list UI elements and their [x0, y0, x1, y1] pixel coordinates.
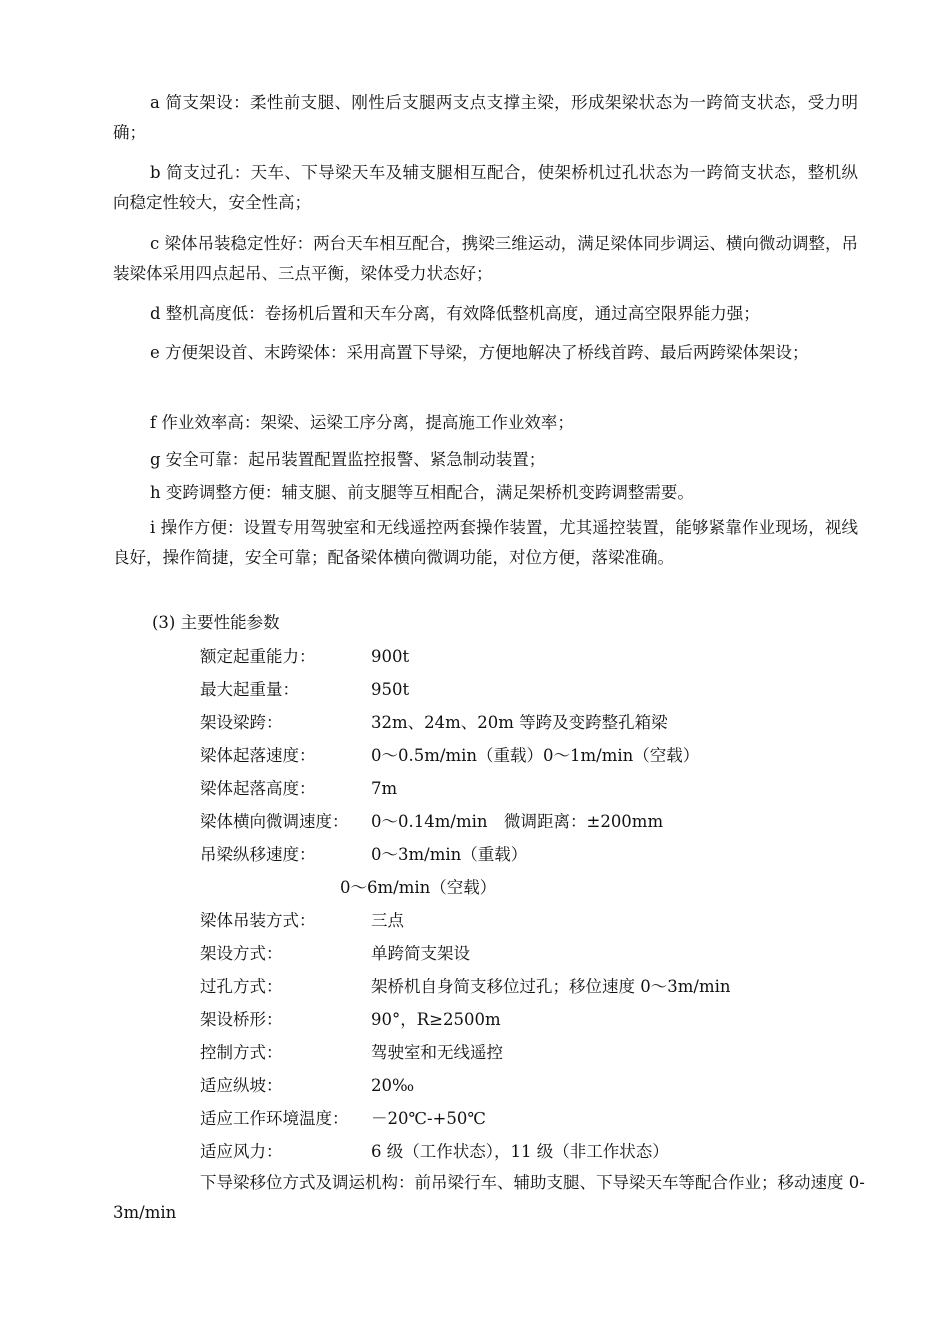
spec-label: 控制方式：: [200, 1043, 283, 1062]
spec-row: [200, 741, 699, 771]
spec-label: 最大起重量：: [200, 680, 299, 699]
spec-value: 驾驶室和无线遥控: [371, 1043, 503, 1062]
spec-value: 0～0.14m/min 微调距离：±200mm: [371, 812, 664, 831]
spec-row: [200, 1104, 486, 1134]
spec-value: 6 级（工作状态），11 级（非工作状态）: [371, 1142, 669, 1161]
spec-row: [200, 1137, 669, 1167]
feature-paragraph-d: d 整机高度低：卷扬机后置和天车分离，有效降低整机高度，通过高空限界能力强；: [150, 304, 760, 323]
spec-label: 架设桥形：: [200, 1010, 283, 1029]
spec-label: 额定起重能力：: [200, 647, 316, 666]
spec-value: 90°，R≥2500m: [371, 1010, 501, 1029]
spec-value: 0～0.5m/min（重载）0～1m/min（空载）: [371, 746, 700, 765]
spec-row: [200, 708, 668, 738]
spec-value: 20‰: [371, 1076, 415, 1095]
spec-label: 适应纵坡：: [200, 1076, 283, 1095]
spec-row: [200, 1038, 503, 1068]
feature-paragraph-g: g 安全可靠：起吊装置配置监控报警、紧急制动装置；: [150, 450, 546, 469]
spec-row: [200, 675, 409, 705]
spec-row: [200, 939, 470, 969]
spec-label: 过孔方式：: [200, 977, 283, 996]
spec-value: 950t: [371, 680, 410, 699]
feature-paragraph-h: h 变跨调整方便：辅支腿、前支腿等互相配合，满足架桥机变跨调整需要。: [150, 483, 694, 502]
spec-row: [200, 774, 397, 804]
spec-value: 7m: [371, 779, 398, 798]
spec-label: 架设梁跨：: [200, 713, 283, 732]
spec-value: 900t: [371, 647, 410, 666]
spec-value: 单跨简支架设: [371, 944, 470, 963]
spec-row: [200, 840, 527, 870]
spec-row: [200, 1005, 501, 1035]
spec-value: 32m、24m、20m 等跨及变跨整孔箱梁: [371, 713, 668, 732]
spec-label: 梁体起落速度：: [200, 746, 316, 765]
spec-row: [200, 807, 663, 837]
spec-value: 三点: [371, 911, 404, 930]
feature-paragraph-c: c 梁体吊装稳定性好：两台天车相互配合，携梁三维运动，满足梁体同步调运、横向微动调整，吊装梁体采用四点起吊、三点平衡，梁体受力状态好；: [113, 234, 858, 283]
feature-paragraph-b: b 简支过孔：天车、下导梁天车及辅支腿相互配合，使架桥机过孔状态为一跨简支状态，整机纵向稳定性较大，安全性高；: [113, 163, 858, 212]
spec-value: 0～3m/min（重载）: [371, 845, 528, 864]
spec-row: [200, 1071, 414, 1101]
spec-label: 梁体起落高度：: [200, 779, 316, 798]
spec-value: －20℃-+50℃: [371, 1109, 486, 1128]
spec-label: 适应工作环境温度：: [200, 1109, 349, 1128]
spec-row: [200, 906, 404, 936]
spec-label: 架设方式：: [200, 944, 283, 963]
spec-continuation: 0～6m/min（空载）: [340, 878, 497, 897]
spec-label: 适应风力：: [200, 1142, 283, 1161]
spec-value: 架桥机自身简支移位过孔；移位速度 0～3m/min: [371, 977, 731, 996]
feature-paragraph-a: a 简支架设：柔性前支腿、刚性后支腿两支点支撑主梁，形成架梁状态为一跨简支状态，受力明确；: [113, 93, 858, 142]
section-heading: (3) 主要性能参数: [152, 613, 280, 632]
spec-label: 梁体吊装方式：: [200, 911, 316, 930]
feature-paragraph-i: i 操作方便：设置专用驾驶室和无线遥控两套操作装置，尤其遥控装置，能够紧靠作业现场，视线良好，操作简捷，安全可靠；配备梁体横向微调功能，对位方便，落梁准确。: [113, 518, 858, 567]
spec-row: [200, 642, 409, 672]
feature-paragraph-f: f 作业效率高：架梁、运梁工序分离，提高施工作业效率；: [150, 413, 574, 432]
guide-beam-paragraph: 下导梁移位方式及调运机构：前吊梁行车、辅助支腿、下导梁天车等配合作业；移动速度 0-3m/min: [113, 1173, 865, 1222]
spec-row: [200, 972, 731, 1002]
spec-label: 吊梁纵移速度：: [200, 845, 316, 864]
feature-paragraph-e: e 方便架设首、末跨梁体：采用高置下导梁，方便地解决了桥线首跨、最后两跨梁体架设；: [150, 343, 809, 362]
spec-label: 梁体横向微调速度：: [200, 812, 349, 831]
